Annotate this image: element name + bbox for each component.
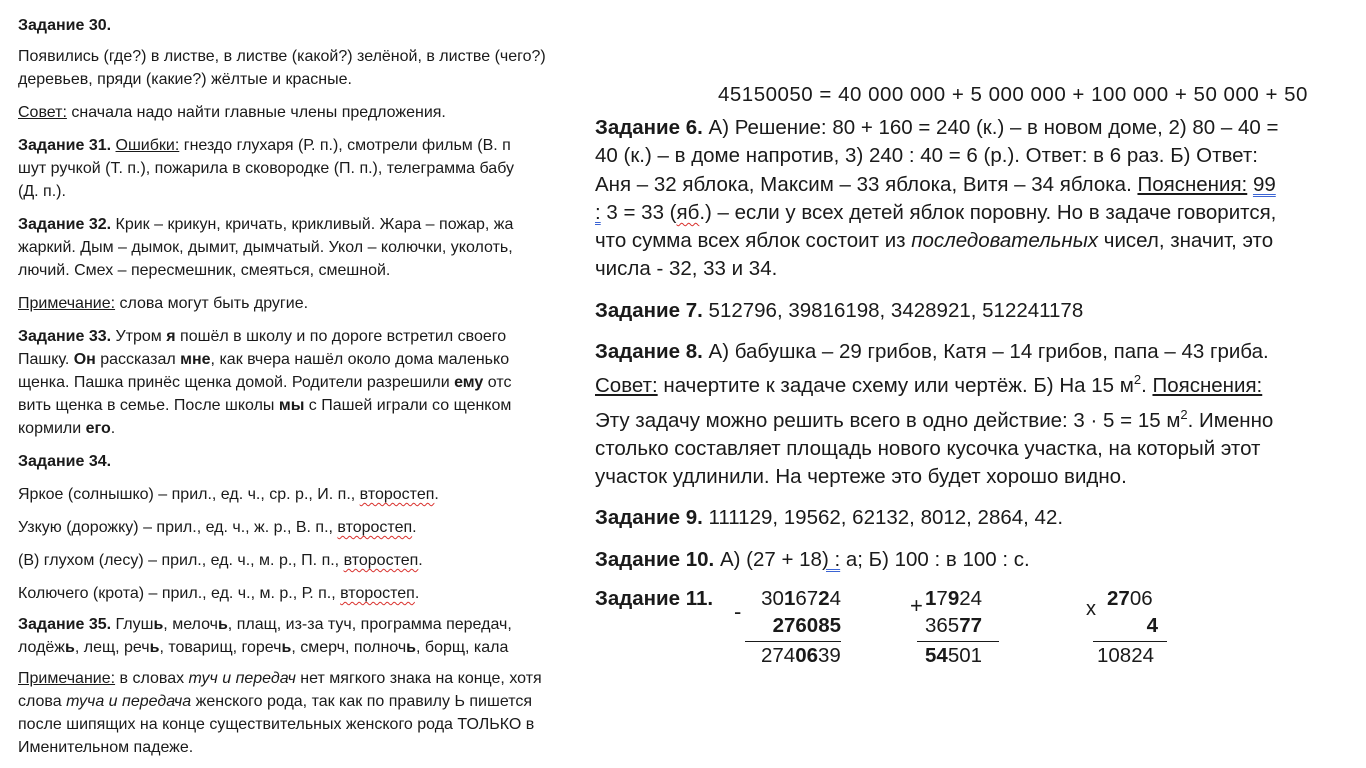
digit: 10824 [1097,643,1155,667]
digit: 8 [818,613,830,637]
text-run: , смерч, полноч [291,639,407,656]
task-6-line-5 [595,227,1365,255]
column-addition [917,585,999,669]
text-run: Пашку. [18,351,74,368]
digit: 7 [936,586,948,610]
digit: 6 [795,586,807,610]
text-run: А) (27 + 18 [714,547,822,571]
text-run: . [414,585,420,602]
text-run: . [1141,374,1153,398]
text-run: 3 = 33 ( [600,200,677,224]
column-subtraction [745,585,841,669]
left-page-content [18,14,628,669]
task-8-title: Задание 8. [595,340,703,364]
note-1-label: Примечание: [18,295,116,312]
subtrahend [745,612,841,639]
task-10-title: Задание 10. [595,547,715,571]
digit: 06 [1129,586,1153,610]
task-31-body [18,134,628,203]
task-31-line-2: шут ручкой (Т. п.), пожарила в сковородке (П. п.), телеграмма бабу [18,160,514,177]
right-document-page [580,83,1366,768]
task-8-line-4: столько составляет площадь нового кусочка участка, на который этот [595,436,1261,460]
task-33-body [18,325,628,440]
spellcheck-word[interactable]: второстеп [343,552,419,569]
task-35-line-2 [18,636,628,659]
task-10-body [595,546,1365,574]
digit: 54 [925,643,948,667]
task-32-line-1-text: Крик – крикун, кричать, крикливый. Жара – пожар, жа [111,216,514,233]
task-33-line-2 [18,348,628,371]
note-2-line-2 [18,690,618,713]
digit: 30 [761,586,784,610]
text-run: Аня – 32 яблока, Максим – 33 яблока, Витя – 34 яблока. [595,172,1138,196]
text-run: А) бабушка – 29 грибов, Катя – 14 грибов, папа – 43 гриба. [702,340,1269,364]
product [1093,641,1167,669]
note-2-line-1 [18,667,618,690]
task-33-line-4 [18,394,628,417]
digit: 1 [783,586,796,610]
bold-soft-sign: ь [149,639,160,656]
text-run: с Пашей играли со щенком [304,397,512,414]
task-34-item [18,582,628,605]
task-34-title: Задание 34. [18,453,112,470]
task-7-text: 512796, 39816198, 3428921, 512241178 [702,298,1084,322]
task-7-body [595,297,1365,325]
task-6-line-2: 40 (к.) – в доме напротив, 3) 240 : 40 = 6 (р.). Ответ: в 6 раз. Б) Ответ: [595,144,1258,168]
minus-sign: - [734,598,742,624]
column-multiplication [1093,585,1167,669]
note-2-label: Примечание: [18,670,116,687]
task-8-line-1 [595,338,1365,366]
text-run: отс [483,374,512,391]
bold-soft-sign: ь [406,639,417,656]
digit: 4 [829,586,841,610]
task-6-body [595,114,1365,284]
digit: 7 [783,613,796,637]
factor-2 [1093,612,1167,639]
left-document-page [0,0,580,768]
bold-pronoun: Он [73,351,96,368]
text-run: Утром [111,328,167,345]
task-33-line-1 [18,325,628,348]
task-35-title: Задание 35. [18,616,112,633]
task-6-line-1 [595,114,1365,142]
task-32-line-1 [18,213,628,236]
bold-pronoun: мне [180,351,211,368]
grammar-flag[interactable]: : [595,200,601,224]
text-run: . [110,420,116,437]
text-run: .) – если у всех детей яблок поровну. Но в задаче говорится, [699,200,1277,224]
superscript: 2 [1180,406,1188,422]
digit: 5 [829,613,841,637]
text-run: А) Решение: 80 + 160 = 240 (к.) – в новом доме, 2) 80 – 40 = [702,116,1279,139]
text-run: в словах [115,670,189,687]
task-34-item-text: Колючего (крота) – прил., ед. ч., м. р., Р. п., [18,585,341,602]
digit: 6 [795,613,807,637]
text-run: Эту задачу можно решить всего в одно действие: 3 · 5 = 15 м [595,408,1181,432]
digit: 7 [806,586,819,610]
task-33-title: Задание 33. [18,328,112,345]
digit: 2 [772,613,784,637]
advice-label: Совет: [18,104,67,121]
task-34-item [18,516,628,539]
task-31-line-3: (Д. п.). [18,183,66,200]
digit: 9 [947,586,960,610]
task-34-item-text: (В) глухом (лесу) – прил., ед. ч., м. р., П. п., [18,552,344,569]
text-run: , товарищ, гореч [159,639,282,656]
italic-words: последовательных [911,229,1099,253]
digit: 0 [806,613,819,637]
task-32-title: Задание 32. [18,216,112,233]
digit: 24 [959,586,983,610]
addend-1 [917,585,999,612]
italic-words: туча и передача [66,693,192,710]
task-30-heading [18,14,628,37]
task-34-item-text: Яркое (солнышко) – прил., ед. ч., ср. р., И. п., [18,486,360,503]
task-9-body [595,504,1365,532]
note-2-paragraph [18,667,618,759]
digit: 4 [1146,613,1158,637]
superscript: 2 [1133,372,1142,388]
text-run: . [418,552,423,569]
task-33-line-5 [18,417,628,440]
text-run: пошёл в школу и по дороге встретил своего [175,328,507,345]
text-run: . Именно [1187,408,1274,432]
text-run: . [434,486,439,503]
bold-soft-sign: ь [217,616,228,633]
digit: 0 [795,643,807,667]
text-run: слова [18,693,67,710]
text-run: , плащ, из-за туч, программа передач, [227,616,512,633]
digit: 39 [818,643,841,667]
task-33-line-3 [18,371,628,394]
advice-paragraph [18,101,628,124]
digit: 1 [925,586,937,610]
text-run: рассказал [95,351,181,368]
task-6-title: Задание 6. [595,116,703,139]
note-1-paragraph [18,292,628,315]
task-30-line-1: Появились (где?) в листве, в листве (какой?) зелёной, в листве (чего?) [18,48,546,65]
text-run: кормили [18,420,86,437]
task-30-line-2: деревьев, пряди (какие?) жёлтые и красные. [18,71,352,88]
spellcheck-word[interactable]: второстеп [337,519,413,536]
spellcheck-word[interactable]: второстеп [340,585,415,602]
digit: 501 [947,643,983,667]
task-31-line-1 [18,134,628,157]
text-run: , мелоч [163,616,218,633]
right-page-content [595,114,1365,675]
bold-pronoun: мы [278,397,305,414]
minuend [745,585,841,612]
task-32-body [18,213,628,282]
task-32-line-2: жаркий. Дым – дымок, дымит, дымчатый. Укол – колючки, уколоть, [18,239,513,256]
task-34-item [18,549,628,572]
digit: 6 [806,643,819,667]
plus-sign: + [910,592,923,618]
digit: 77 [959,613,983,637]
clipped-text-line: 45150050 = 40 000 000 + 5 000 000 + 100 000 + 50 000 + 50 [718,83,1308,106]
bold-soft-sign: ь [153,616,164,633]
task-8-line-3 [595,401,1365,435]
text-run: щенка. Пашка принёс щенка домой. Родители разрешили [18,374,455,391]
text-run: вить щенка в семье. После школы [18,397,279,414]
task-31-line-1-text: гнездо глухаря (Р. п.), смотрели фильм (В. п [179,137,511,154]
addend-2 [917,612,999,639]
bold-soft-sign: ь [281,639,292,656]
text-run: начертите к задаче схему или чертёж. Б) На 15 м [657,374,1134,398]
text-run: , как вчера нашёл около дома маленько [210,351,510,368]
task-11-calculations [595,585,1365,675]
text-run: нет мягкого знака на конце, хотя [295,670,542,687]
note-1-text: слова могут быть другие. [115,295,309,312]
task-6-line-6: числа - 32, 33 и 34. [595,257,778,281]
bold-soft-sign: ь [65,639,75,656]
factor-1 [1093,585,1167,612]
text-run: Глуш [111,616,154,633]
task-7-title: Задание 7. [595,298,703,322]
task-11-title: Задание 11. [595,586,714,610]
task-31-title: Задание 31. [18,137,112,154]
task-32-line-3: лючий. Смех – пересмешник, смеяться, смешной. [18,262,391,279]
task-30-body [18,45,628,91]
text-run: женского рода, так как по правилу Ь пишется [191,693,532,710]
text-run: . [412,519,417,536]
spellcheck-word[interactable]: яб [676,200,700,224]
grammar-flag[interactable]: 99 [1252,172,1276,196]
italic-words: туч и передач [188,670,296,687]
task-8-line-5: участок удлинили. На чертеже это будет хорошо видно. [595,464,1127,488]
task-35-line-1 [18,613,628,636]
text-run: лодёж [18,639,65,656]
text-run: что сумма всех яблок состоит из [595,229,912,253]
task-6-line-3 [595,171,1365,199]
task-9-title: Задание 9. [595,506,703,530]
bold-pronoun: его [85,420,111,437]
explanation-label: Пояснения: [1137,172,1248,196]
task-31-errors-label: Ошибки: [115,137,180,154]
note-2-line-3: после шипящих на конце существительных женского рода ТОЛЬКО в [18,716,535,733]
difference [745,641,841,669]
digit: 27 [1107,586,1130,610]
bold-pronoun: ему [454,374,484,391]
bold-pronoun: я [166,328,176,345]
task-8-body [595,338,1365,491]
sum [917,641,999,669]
digit: 365 [925,613,960,637]
task-34-item-text: Узкую (дорожку) – прил., ед. ч., ж. р., В. п., [18,519,338,536]
grammar-flag[interactable]: ) : [821,547,841,571]
task-9-text: 111129, 19562, 62132, 8012, 2864, 42. [702,506,1064,530]
text-run: , лещ, реч [74,639,150,656]
explanation-label: Пояснения: [1152,374,1263,398]
text-run: чисел, значит, это [1098,229,1274,253]
advice-label: Совет: [595,374,658,398]
spellcheck-word[interactable]: второстеп [359,486,435,503]
task-6-line-4 [595,199,1365,227]
advice-text: сначала надо найти главные члены предложения. [66,104,446,121]
task-8-line-2 [595,366,1365,400]
text-run: а; Б) 100 : в 100 : с. [840,547,1030,571]
task-34-heading [18,450,628,473]
task-35-body [18,613,628,659]
note-2-line-4: Именительном падеже. [18,739,194,756]
digit: 274 [761,643,796,667]
task-30-title: Задание 30. [18,17,112,34]
text-run: , борщ, кала [416,639,509,656]
multiply-sign: х [1086,597,1096,620]
digit: 2 [818,586,830,610]
task-34-item [18,483,628,506]
